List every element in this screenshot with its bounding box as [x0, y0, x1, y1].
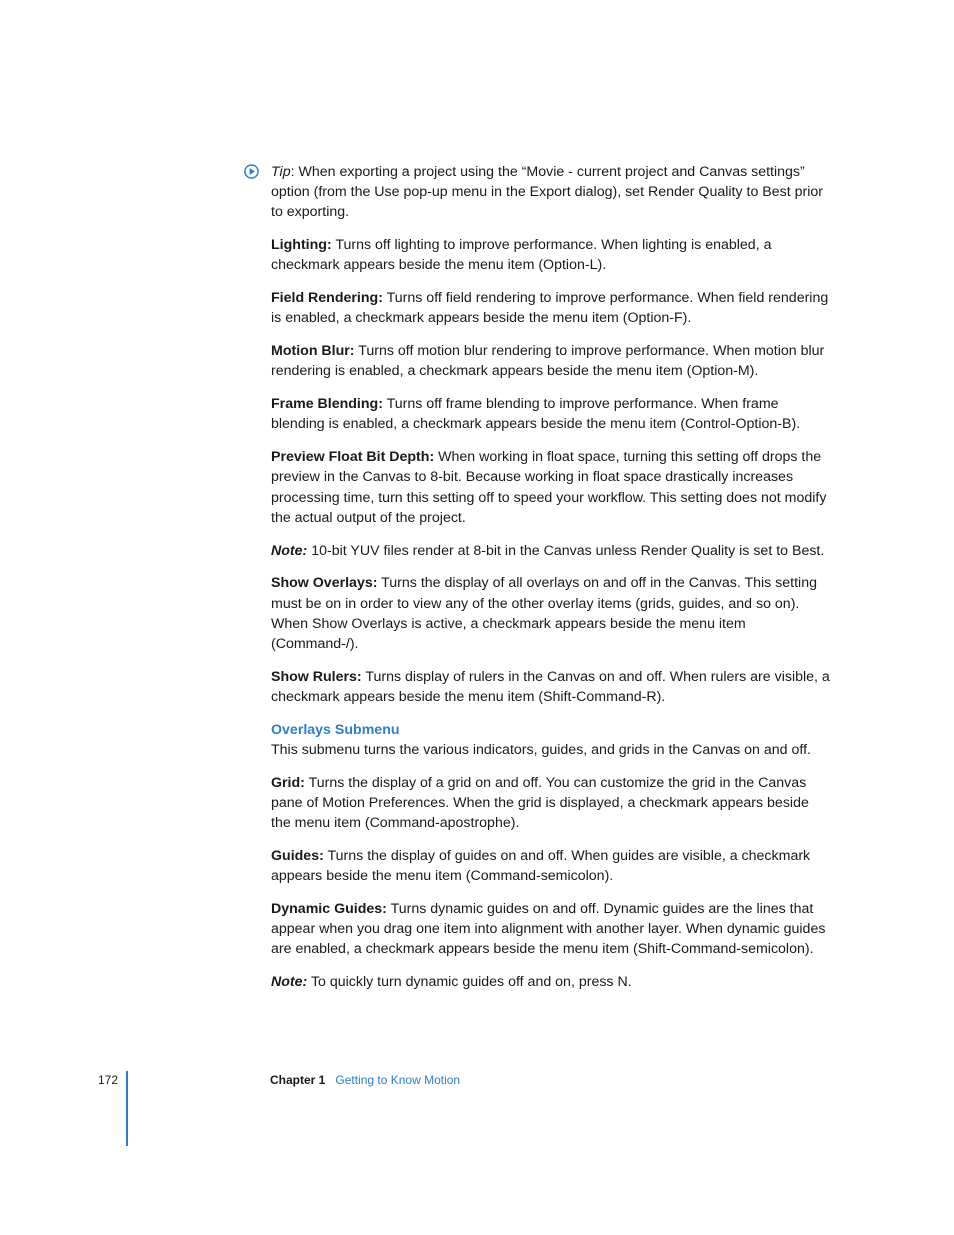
grid-text: Turns the display of a grid on and off. You can customize the grid in the Canvas pane of Motion Preferences. When the grid is displayed, a checkmark appears beside the menu item (Command-apostrophe). [271, 774, 809, 832]
field-rendering-term: Field Rendering: [271, 290, 383, 307]
note-paragraph [271, 541, 831, 561]
show-overlays-text: Turns the display of all overlays on and off in the Canvas. This setting must be on in order to view any of the other overlay items (grids, guides, and so on). When Show Overlays is active, a checkmark appears beside the menu item (Command-/). [271, 575, 817, 653]
grid-paragraph [271, 773, 831, 834]
chapter-label: Chapter 1 [270, 1073, 326, 1087]
grid-term: Grid: [271, 774, 305, 791]
field-rendering-paragraph [271, 288, 831, 328]
frame-blending-paragraph [271, 394, 831, 434]
dynamic-guides-term: Dynamic Guides: [271, 901, 387, 918]
note-text: 10-bit YUV files render at 8-bit in the Canvas unless Render Quality is set to Best. [307, 542, 825, 559]
motion-blur-text: Turns off motion blur rendering to improve performance. When motion blur rendering is enabled, a checkmark appears beside the menu item (Option-M). [271, 343, 825, 380]
dynamic-guides-text: Turns dynamic guides on and off. Dynamic guides are the lines that appear when you drag one item into alignment with another layer. When dynamic guides are enabled, a checkmark appears beside the menu item (Shift-Command-semicolon). [271, 901, 826, 958]
show-rulers-paragraph [271, 667, 831, 707]
frame-blending-term: Frame Blending: [271, 396, 383, 413]
show-rulers-text: Turns display of rulers in the Canvas on and off. When rulers are visible, a checkmark appears beside the menu item (Shift-Command-R). [271, 668, 830, 706]
preview-float-paragraph [271, 447, 831, 528]
preview-float-term: Preview Float Bit Depth: [271, 449, 435, 466]
preview-float-text: When working in float space, turning this setting off drops the preview in the Canvas to 8-bit. Because working in float space drastically increases processing time, turn this setting off to speed your workflow. This setting does not modify the actual output of the project. [271, 449, 827, 526]
guides-text: Turns the display of guides on and off. When guides are visible, a checkmark appears beside the menu item (Command-semicolon). [271, 848, 811, 885]
page-number: 172 [98, 1073, 119, 1087]
lighting-text: Turns off lighting to improve performance. When lighting is enabled, a checkmark appears beside the menu item (Option-L). [271, 237, 772, 274]
note-label: Note: [271, 542, 308, 559]
frame-blending-text: Turns off frame blending to improve performance. When frame blending is enabled, a checkmark appears beside the menu item (Control-Option-B). [271, 396, 801, 433]
tip-label: Tip [271, 164, 291, 180]
note-label-2: Note: [271, 974, 308, 991]
dynamic-guides-paragraph [271, 899, 831, 960]
motion-blur-term: Motion Blur: [271, 343, 355, 360]
page-body [271, 162, 831, 1005]
guides-term: Guides: [271, 848, 324, 865]
lighting-paragraph [271, 235, 831, 275]
show-overlays-term: Show Overlays: [271, 575, 378, 592]
footer-chapter [270, 1073, 460, 1087]
tip-paragraph [271, 162, 831, 223]
lighting-term: Lighting: [271, 237, 332, 254]
note-paragraph-2 [271, 972, 831, 992]
motion-blur-paragraph [271, 341, 831, 381]
overlays-intro: This submenu turns the various indicators, guides, and grids in the Canvas on and off. [271, 742, 811, 759]
play-arrow-icon [244, 164, 259, 179]
field-rendering-text: Turns off field rendering to improve performance. When field rendering is enabled, a checkmark appears beside the menu item (Option-F). [271, 290, 829, 327]
note-text-2: To quickly turn dynamic guides off and on, press N. [307, 974, 632, 991]
overlays-submenu-heading: Overlays Submenu [271, 721, 400, 738]
show-overlays-paragraph [271, 573, 831, 654]
tip-text: : When exporting a project using the “Movie - current project and Canvas settings” option (from the Use pop-up menu in the Export dialog), set Render Quality to Best prior to exporting. [271, 164, 824, 221]
guides-paragraph [271, 846, 831, 886]
show-rulers-term: Show Rulers: [271, 668, 362, 685]
footer-divider [126, 1071, 128, 1146]
chapter-title: Getting to Know Motion [335, 1073, 461, 1087]
